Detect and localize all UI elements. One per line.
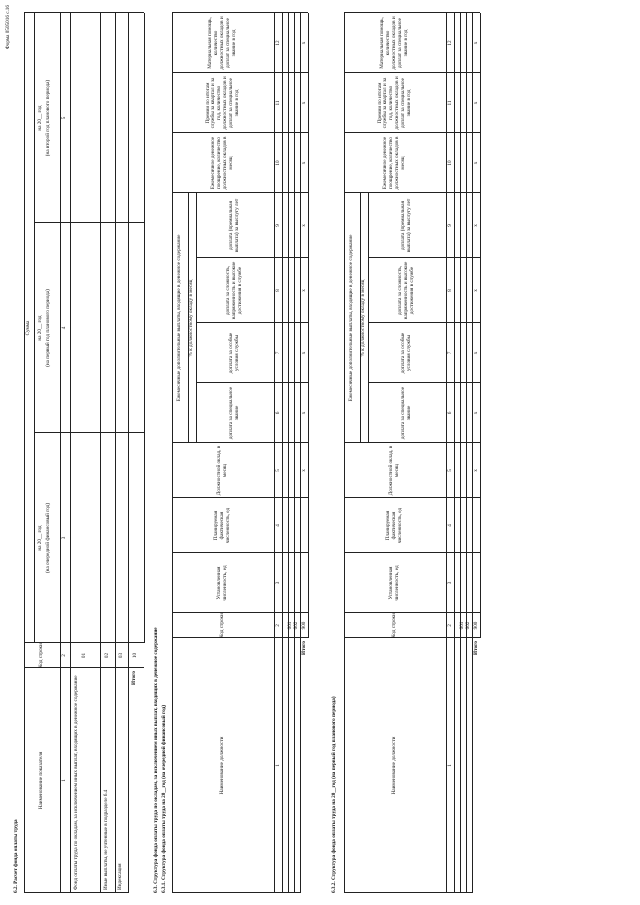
section-6-3-1-title: 6.3.1. Структура фонда оплаты труда на 20__год (на очередной финансовый год): [161, 704, 167, 893]
t1-code-001: 001: [287, 621, 293, 630]
col-num-2: 2: [61, 654, 67, 657]
t1-header-percent: % к должностному окладу в месяц: [188, 279, 195, 357]
t2-total-label: Итого: [473, 641, 479, 655]
t2-num-7: 7: [447, 351, 453, 355]
col-num-3: 3: [61, 536, 67, 540]
header-sums: Сумма: [25, 320, 32, 336]
col-num-4: 4: [61, 326, 67, 330]
t2-header-percent: % к должностному окладу в месяц: [360, 279, 367, 357]
t1-total-x-11: x: [301, 101, 307, 105]
t2-header-staff: Установленная численность, ед: [388, 565, 400, 601]
t1-total-x-6: x: [301, 411, 307, 415]
t2-num-5: 5: [447, 469, 453, 472]
t1-header-c11: Премии по итогам службы за квартал и за год, количество должностных окладов и доплат за специальное звание в год: [204, 76, 240, 130]
t1-header-c7: доплата за особые условия службы: [228, 332, 240, 374]
t1-num-9: 9: [275, 224, 281, 227]
header-year-3: на 20__ год: [37, 105, 43, 131]
t1-header-c9: доплата (премиальная выплата) за выслугу лет: [228, 198, 240, 253]
total-label: Итого: [131, 671, 137, 685]
t2-header-position: Наименование должности: [391, 736, 398, 795]
t1-total-x-5: x: [301, 469, 307, 472]
t2-num-10: 10: [447, 160, 453, 166]
t2-header-planned: Планируемая фактическая численность, ед: [385, 507, 403, 544]
t1-total-x-8: x: [301, 289, 307, 292]
t2-total-x-10: x: [473, 161, 479, 165]
t1-total-x-10: x: [301, 161, 307, 165]
t1-num-5: 5: [275, 469, 281, 472]
t1-header-position: Наименование должности: [219, 736, 226, 795]
t2-total-x-7: x: [473, 351, 479, 355]
t2-num-4: 4: [447, 524, 453, 527]
t2-header-c10: Ежемесячное денежное поощрение, количество должностных окладов в месяц: [382, 136, 406, 190]
t1-num-11: 11: [275, 100, 281, 106]
fot-calculation-table: [24, 13, 146, 893]
col-num-1: 1: [61, 779, 67, 782]
t1-total-x-7: x: [301, 351, 307, 355]
t2-total-x-11: x: [473, 101, 479, 105]
row-other-payments: Иные выплаты, не учтенные в подразделе 6.4: [103, 789, 109, 890]
header-year-1-sub: (на очередной финансовый год): [45, 502, 51, 574]
row-code-02: 02: [103, 652, 110, 659]
t2-header-c6: доплата за специальное звание: [400, 386, 412, 440]
t2-header-c12: Материальная помощь, количество должностных окладов и доплат за специальное звание в год: [379, 16, 409, 70]
t1-code-002: 002: [293, 621, 299, 630]
t1-header-c12: Материальная помощь, количество должностных окладов и доплат за специальное звание в год: [207, 16, 237, 70]
t2-header-c8: доплата за сложность, напряженность и высокие достижения в службе: [397, 261, 415, 320]
t2-total-code: 900: [473, 621, 479, 630]
t1-num-7: 7: [275, 351, 281, 355]
t2-num-9: 9: [447, 224, 453, 227]
t1-total-code: 900: [301, 621, 307, 630]
row-code-03: 03: [117, 652, 124, 659]
t2-num-6: 6: [447, 411, 453, 415]
t2-header-salary: Должностной оклад, в месяц: [388, 445, 400, 496]
t1-header-c10: Ежемесячное денежное поощрение, количество должностных окладов в месяц: [210, 136, 234, 190]
t2-total-x-9: x: [473, 224, 479, 227]
t1-total-x-9: x: [301, 224, 307, 227]
t1-header-monthly-group: Ежемесячные дополнительные выплаты, входящие в денежное содержание: [176, 234, 183, 402]
t2-header-c11: Премии по итогам службы за квартал и за год, количество должностных окладов и доплат за специальное звание в год: [376, 76, 412, 130]
t2-total-x-5: x: [473, 469, 479, 472]
section-6-3-title: 6.3. Структура фонда оплаты труда по окладам, за исключением иных выплат, входящих в денежное содержание: [153, 627, 159, 893]
t1-header-planned: Планируемая фактическая численность, ед: [213, 507, 231, 544]
t1-total-label: Итого: [301, 641, 307, 655]
t2-num-2: 2: [447, 624, 453, 627]
t2-num-11: 11: [447, 100, 453, 106]
t1-num-12: 12: [275, 40, 281, 46]
t2-header-c9: доплата (премиальная выплата) за выслугу лет: [400, 198, 412, 253]
header-year-1: на 20__ год: [37, 525, 43, 551]
t2-code-002: 002: [465, 621, 471, 630]
t2-code-001: 001: [459, 621, 465, 630]
row-indexation: Индексация: [117, 863, 123, 890]
header-year-2-sub: (на первый год планового периода): [45, 289, 51, 367]
t1-num-1: 1: [275, 764, 281, 767]
t1-num-8: 8: [275, 289, 281, 292]
fot-structure-table-2: [344, 13, 494, 893]
header-year-2: на 20__ год: [37, 315, 43, 341]
t1-header-c6: доплата за специальное звание: [228, 386, 240, 440]
section-6-2-title: 6.2. Расчет фонда оплаты труда: [13, 819, 19, 893]
fot-structure-table-1: [172, 13, 322, 893]
t1-header-code: Код строки: [219, 613, 226, 638]
t2-header-c7: доплата за особые условия службы: [400, 332, 412, 374]
t2-num-1: 1: [447, 764, 453, 767]
t1-num-4: 4: [275, 524, 281, 527]
t2-num-3: 3: [447, 581, 453, 585]
t2-total-x-8: x: [473, 289, 479, 292]
t1-total-x-12: x: [301, 41, 307, 45]
t1-num-6: 6: [275, 411, 281, 415]
header-indicator-name: Наименование показателя: [38, 751, 45, 810]
t2-num-12: 12: [447, 40, 453, 46]
t2-total-x-6: x: [473, 411, 479, 415]
t2-total-x-12: x: [473, 41, 479, 45]
t1-header-staff: Установленная численность, ед: [216, 565, 228, 601]
t1-header-c8: доплата за сложность, напряженность и высокие достижения в службе: [225, 261, 243, 320]
t2-num-8: 8: [447, 289, 453, 292]
header-row-code: Код строки: [38, 643, 45, 668]
t2-header-code: Код строки: [391, 613, 398, 638]
section-6-3-2-title: 6.3.2. Структура фонда оплаты труда на 20__год (на первый год планового периода): [331, 696, 337, 893]
row-code-01: 01: [81, 652, 88, 659]
t1-num-10: 10: [275, 160, 281, 166]
t1-num-2: 2: [275, 624, 281, 627]
t1-header-salary: Должностной оклад, в месяц: [216, 445, 228, 496]
header-year-3-sub: (на второй год планового периода): [45, 79, 51, 157]
form-code: Форма 0505016 с.16: [5, 5, 11, 50]
t2-header-monthly-group: Ежемесячные дополнительные выплаты, входящие в денежное содержание: [348, 234, 355, 402]
row-fot-by-salary: Фонд оплаты труда по окладам, за исключением иных выплат, входящих в денежное содержание: [73, 675, 79, 890]
col-num-5: 5: [61, 116, 67, 120]
total-code: 10: [132, 652, 139, 659]
t1-num-3: 3: [275, 581, 281, 585]
